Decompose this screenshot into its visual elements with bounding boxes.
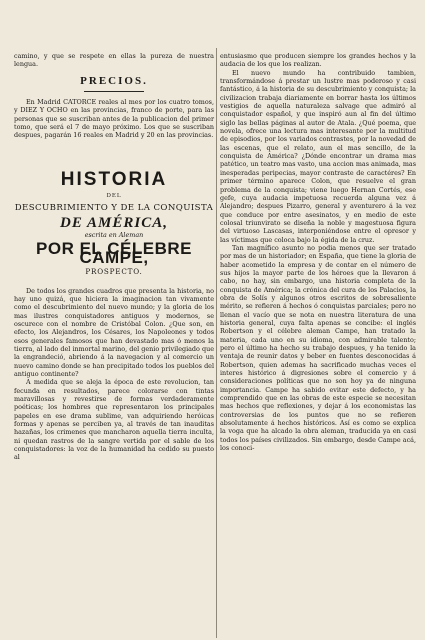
title-de: DE xyxy=(60,214,83,231)
right-column xyxy=(220,52,416,453)
title-prospecto: PROSPECTO. xyxy=(85,267,143,277)
paragraph: En Madrid CATORCE reales al mes por los cuatro tomos, y DIEZ Y OCHO en las provincias, franco de porte, para las personas que se suscriban antes de la publicacion del primer tomo, que será el 7 de mayo próximo. Los que se suscriban despues, pagarán 16 reales en Madrid y 20 en las provincias. xyxy=(14,98,214,140)
title-block xyxy=(14,168,214,277)
left-column xyxy=(14,52,214,462)
paragraph: El nuevo mundo ha contribuido tambien, transformándose á prestar un lustre mas poderoso y casi fantástico, á la historia de su descubrimiento y conquista; la civilizacion trabaja diariamente en borrar hasta los últimos vestigios de aquella naturaleza salvage que admiró al conquistador español, y que inspiró aun al fin del último siglo las bellas páginas al autor de Atala. ¿Qué poema, que novela, ofrece una lectura mas interesante por la multitud de episodios, por los variados contrastes, por la novedad de las escenas, que el relato, aun el mas sencillo, de la conquista de América? ¿Dónde encontrar un drama mas patético, un teatro mas vasto, una accion mas animada, mas inesperadas peripecias, mayor contraste de caractéres? En primer término aparece Colon, que resuelve el gran problema de la conquista; viene luego Hernan Cortés, ese gefe, cuya audacia impetuosa recuerda alguna vez á Alejandro; despues Pizarro, general y aventurero á la vez que conduce por entre asesinatos, y en medio de este colosal triunvirato se diseña la noble y magestuosa figura del virtuoso Lascasas, interponiéndose entre el opresor y las víctimas que coloca bajo la égida de la cruz. xyxy=(220,68,416,244)
title-historia: HISTORIA xyxy=(60,168,168,190)
title-celebre-campe: POR EL CÉLEBRE CAMPE, xyxy=(36,239,192,267)
title-del: DEL xyxy=(106,193,122,200)
paragraph: De todos los grandes cuadros que presenta la historia, no hay uno quizá, que hiciera la imaginacion tan vivamente como el descubrimiento del nuevo mundo; y la gloria de los mas ilustres conquistadores antiguos y modernos, se oscurece con el nombre de Cristóbal Colon. ¿Que son, en efecto, los Alejandros, los Césares, los Napoleones y todos esos generales famosos que han devastado mas ó menos la tierra, al lado del inmortal marino, del genio privilegiado que la engrandeció, abriendo á la navegacion y al comercio un nuevo camino donde se han precipitado todos los pueblos del antiguo continente? xyxy=(14,286,214,378)
paragraph: A medida que se aleja la época de este revolucion, tan fecunda en resultados, parece colorarse con tintas maravillosas y revestirse de formas verdaderamente poéticas; los hombres que representaron los principales papeles en ese drama sublime, van adquiriendo heróicas formas y apenas se perciben ya, al través de tan inauditas hazañas, los crimenes que mancharon aquella tierra inculta, ni quedan rastros de la sangre vertida por el sable de los conquistadores: la voz de la humanidad ha cedido su puesto al xyxy=(14,378,214,462)
paragraph: entusiasmo que producen siempre los grandes hechos y la audacia de los que los realizan. xyxy=(220,52,416,69)
title-descubrimiento: DESCUBRIMIENTO Y DE LA CONQUISTA xyxy=(14,203,214,214)
title-america xyxy=(14,214,214,231)
paragraph: camino, y que se respete en ellas la pureza de nuestra lengua. xyxy=(14,52,214,69)
title-escrita: escrita en Aleman xyxy=(84,231,144,240)
precios-heading: PRECIOS. xyxy=(80,74,148,87)
column-divider xyxy=(216,48,217,638)
paragraph: Tan magnífico asunto no podia menos que ser tratado por mas de un historiador; en España, que tiene la gloria de haber acometido la empresa y de contar en el número de sus hijos la mayor parte de los héroes que la llevaron á cabo, no hay, sin embargo, una historia completa de la conquista de América; la crónica del cura de los Palacios, la obra de Solís y algunos otros escritos de sobresaliente mérito, se refieren á hechos ó conquistas parciales; pero no llenan el vacío que se nota en nuestra literatura de una historia general, cuya falta apenas se concibe: el inglés Robertson y el célebre aleman Campe, han tratado la materia, cada uno en su idioma, con admirable talento; pero el último ha hecho su trabajo despues, y ha tenido la ventaja de reunir datos y beber en fuentes desconocidas á Robertson, quien ademas ha sacrificado muchas veces el interes histórico á digresiones sobre el comercio y á consideraciones políticas que no son hoy ya de ninguna importancia. Campe ha sabido evitar este defecto, y ha comprendido que en las obras de este especie se necesitan mas hechos que reflexiones, y dejar á los economistas las controversias de los puntos que no se refieren absolutamente á hechos históricos. Así es como se explica la voga que ha alcado la obra aleman, traducida ya en casi todos los países civilizados. Sin embargo, desde Campe acá, los conoci- xyxy=(220,243,416,453)
title-america-word: AMÉRICA, xyxy=(87,214,168,231)
heading-rule xyxy=(84,91,144,92)
